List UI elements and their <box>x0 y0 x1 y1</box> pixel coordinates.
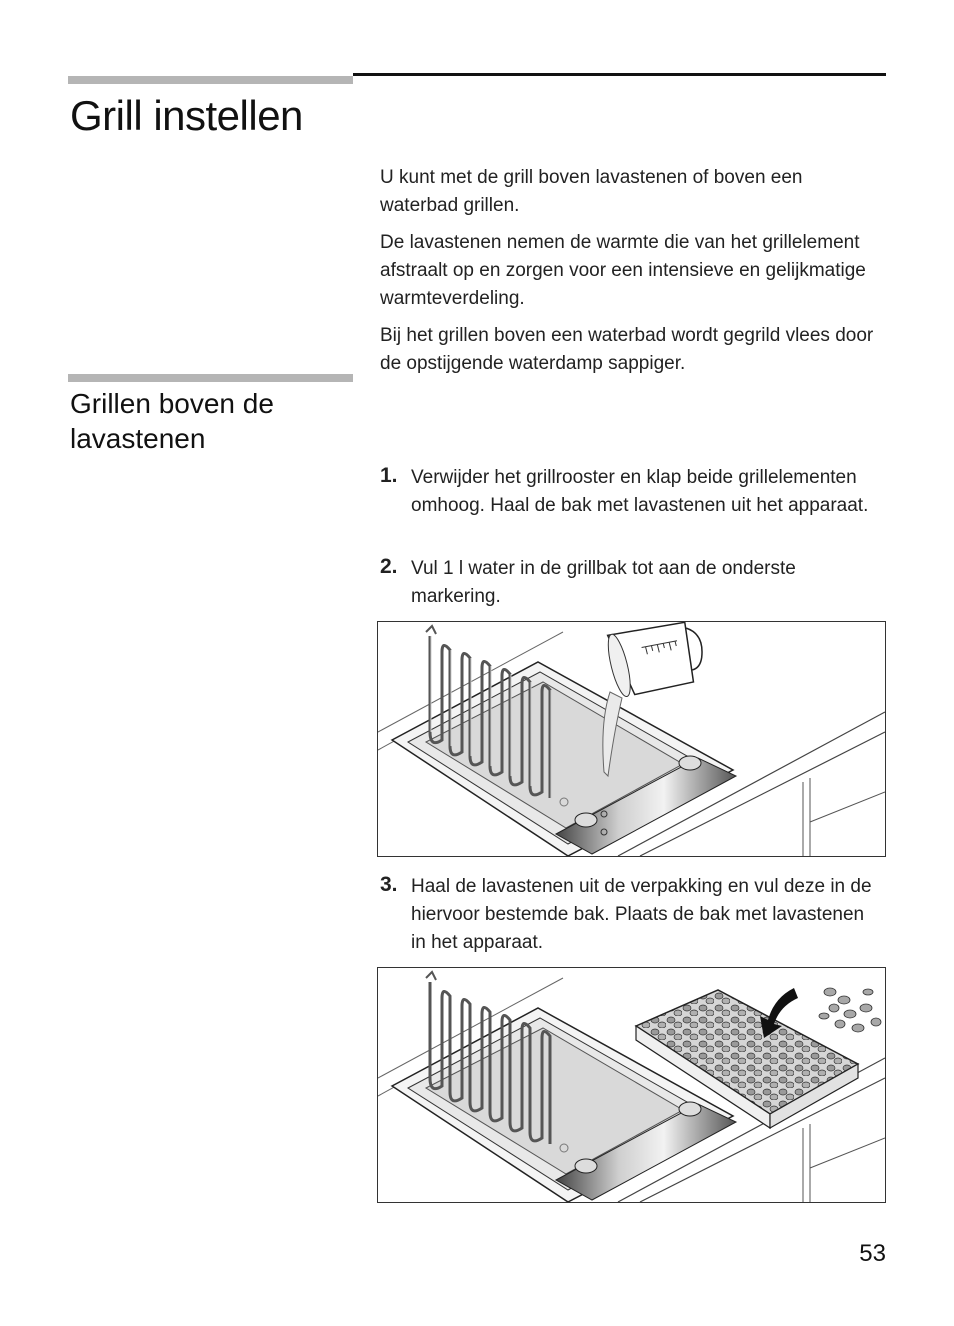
water-pour-drawing <box>378 622 885 856</box>
illustration-fill-water <box>377 621 886 857</box>
step-number: 1. <box>380 464 398 487</box>
illustration-lava-stones <box>377 967 886 1203</box>
title-rule-grey <box>68 76 353 84</box>
intro-paragraph-1: U kunt met de grill boven lavastenen of boven een waterbad grillen. <box>380 167 803 216</box>
intro-paragraph-3: Bij het grillen boven een waterbad wordt gegrild vlees door de opstijgende waterdamp sappiger. <box>380 325 874 374</box>
step-text: Verwijder het grillrooster en klap beide grillelementen omhoog. Haal de bak met lavastenen uit het apparaat. <box>411 467 869 516</box>
page-title: Grill instellen <box>70 92 303 139</box>
step-2 <box>380 555 880 611</box>
section-rule-grey <box>68 374 353 382</box>
lava-stones-drawing <box>378 968 885 1202</box>
step-number: 3. <box>380 873 398 896</box>
step-text: Haal de lavastenen uit de verpakking en vul deze in de hiervoor bestemde bak. Plaats de bak met lavastenen in het apparaat. <box>411 876 872 953</box>
intro-paragraph-2: De lavastenen nemen de warmte die van het grillelement afstraalt op en zorgen voor een intensieve en gelijkmatige warmteverdeling. <box>380 232 866 309</box>
title-rule-black <box>353 73 886 76</box>
step-text: Vul 1 l water in de grillbak tot aan de onderste markering. <box>411 558 796 607</box>
section-title: Grillen boven de lavastenen <box>70 388 274 454</box>
intro-text <box>380 164 880 387</box>
step-3 <box>380 873 880 957</box>
step-number: 2. <box>380 555 398 578</box>
step-1 <box>380 464 880 520</box>
page-number: 53 <box>859 1240 886 1267</box>
